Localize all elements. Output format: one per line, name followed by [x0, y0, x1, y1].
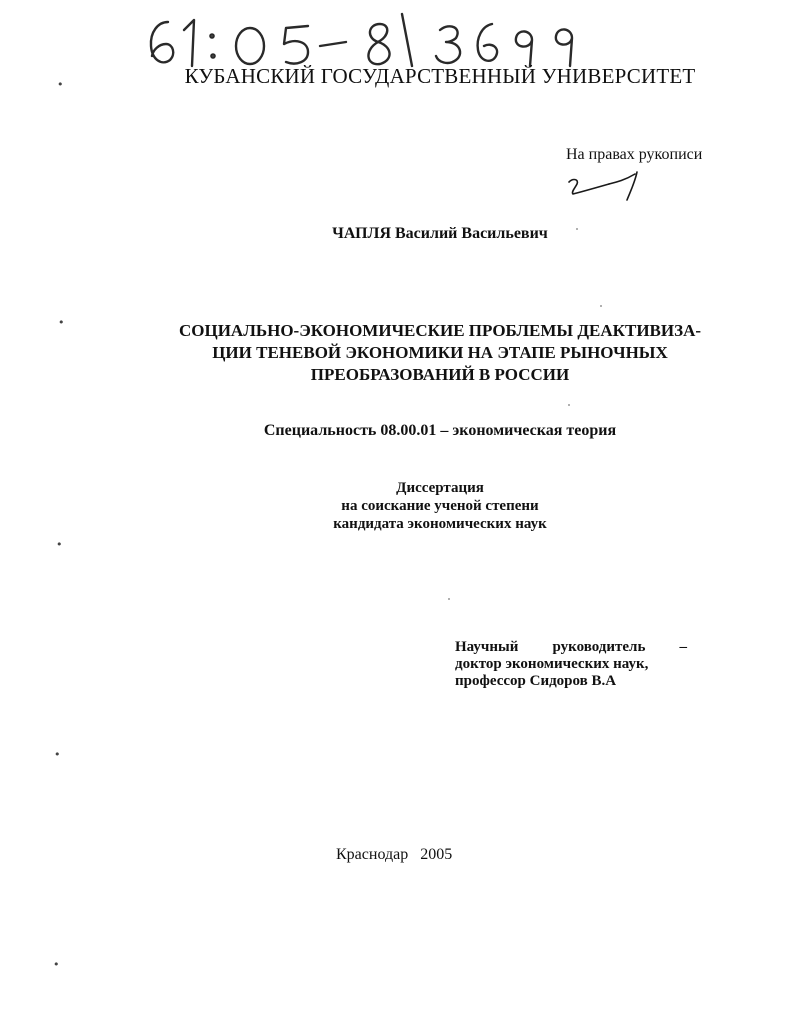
manuscript-rights-label: На правах рукописи — [566, 146, 703, 163]
title-line: СОЦИАЛЬНО-ЭКОНОМИЧЕСКИЕ ПРОБЛЕМЫ ДЕАКТИВИЗА- — [178, 321, 702, 340]
dissertation-block — [220, 479, 660, 533]
scan-speck — [568, 404, 570, 406]
margin-mark: • — [54, 748, 61, 761]
dissertation-line: на соискание ученой степени — [341, 498, 539, 514]
supervisor-role: Научный руководитель – — [455, 639, 687, 655]
supervisor-block — [455, 639, 687, 690]
university-name: КУБАНСКИЙ ГОСУДАРСТВЕННЫЙ УНИВЕРСИТЕТ — [184, 64, 696, 88]
title-line: ЦИИ ТЕНЕВОЙ ЭКОНОМИКИ НА ЭТАПЕ РЫНОЧНЫХ — [212, 343, 668, 362]
dissertation-heading: Диссертация — [396, 480, 484, 496]
scan-speck — [600, 305, 602, 307]
scan-speck — [448, 598, 450, 600]
margin-mark: • — [56, 538, 63, 551]
margin-mark: • — [57, 78, 64, 91]
title-line: ПРЕОБРАЗОВАНИЙ В РОССИИ — [310, 365, 570, 384]
signature — [565, 170, 645, 206]
dissertation-line: кандидата экономических наук — [333, 516, 547, 532]
author-name: ЧАПЛЯ Василий Васильевич — [332, 225, 548, 242]
specialty: Специальность 08.00.01 – экономическая теория — [263, 422, 617, 439]
supervisor-degree: доктор экономических наук, — [455, 656, 649, 672]
supervisor-name: профессор Сидоров В.А — [455, 673, 617, 689]
margin-mark: • — [53, 958, 60, 971]
dissertation-title — [120, 320, 760, 386]
city-year: Краснодар 2005 — [336, 846, 453, 863]
scan-speck — [576, 228, 578, 230]
archive-number-handwritten — [140, 8, 580, 70]
margin-mark: • — [58, 316, 65, 329]
